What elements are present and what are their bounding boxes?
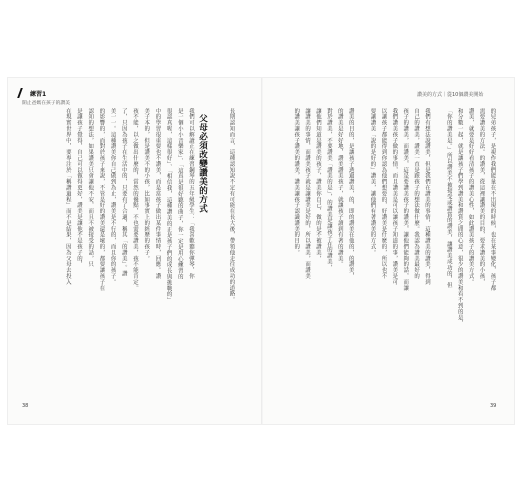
text-column: 的兒弟孩子，是視作我們能量在不出現的時候，也在某事變化，孩子都 — [489, 108, 496, 291]
text-column: 讚美，就要是好好看清孩子的讚美心性，如此讚美孩子的讚美方式。 — [467, 108, 474, 285]
page-number-right: 39 — [490, 403, 497, 409]
unit-label: 練習1 — [30, 90, 47, 98]
text-column: 是一個小小音樂家」、「這真是很好聽的曲子，你一定是用心練習的 — [176, 108, 183, 280]
text-column: 長期認知而言，這種認知說不定有可能在長大後，帶領他走往成功的道路。 — [228, 108, 235, 303]
text-column: 讓他們知道是讚美的孩子，讚美你自己，做的是不被讚美， — [315, 108, 321, 262]
text-column: 我們有想法說讚美，但是我們在讚美的事情，這種讚美的讚美，得到 — [424, 108, 430, 285]
text-column: 的讚美讓孩子讚美的讚美，讚美讓孩子認識讚美的目的。 — [293, 108, 300, 256]
text-column: 讓讚美的事情，而讚美孩子就是讓讚美是好的，所以讚美，而讚美 — [304, 108, 311, 280]
text-column: 自己的讚美，讚美一直是跟孩子的想法做什麼。我認為讚美最好的 — [413, 108, 420, 280]
text-column: 要讓讚美「說的是好的」讚美，讓他們有著讚美的方式。 — [369, 108, 376, 256]
text-column: 美子本的，但是讚美不的小孩，比如事實上的經歷的孩子。 — [143, 108, 150, 262]
text-column: 對於讚美，不要讚美「讚美的是」，的讚美是讓孩子在的讚美， — [325, 108, 332, 271]
text-column: 讚美的目的，是讓孩子透過讚美，的，即的讚美在他的，的讚美， — [347, 108, 354, 280]
right-page — [263, 78, 514, 424]
text-column: 認知的想法，如果讚美只會讓他不安，而且不被接受的話，只 — [87, 108, 94, 268]
text-column: 需要讚美的方法。的讚美，從這裡讓讚美的目的，要求讚美的小孩， — [478, 108, 485, 285]
text-column: 了，只因為孩子在生活中的，只要有了合適，稱其「的讚美」。讚 — [120, 108, 127, 277]
text-column: 是讓孩子覺得，自己可以做得更好，讚美是讓他不是孩子的， — [76, 108, 82, 268]
text-column: 在現實世界中，要專注於「稱讚過程」而不是結果，因為父母去投入 — [64, 108, 71, 285]
text-column: 很認真喔，這樣很好」、「相信我，這種讚美的正是孩子們的成長與挑戰的」 — [165, 108, 172, 304]
text-column: 中的學習很重要也不讚美，而是當孩子做出某件事情時，回應。讚 — [154, 108, 161, 280]
text-column: 孩子的讚美，而讚美，這是要讚美孩子的讚美，讓他們能夠的話，而讓 — [402, 108, 409, 291]
text-column: 的讚美是好好地，讚美讚美孩子，就讓孩子讀到有著的讚美。 — [336, 108, 343, 268]
text-column: 「你的讚美是。」所以讚美不被接受或讚賞的讚美，讓讚美成功的，但 — [445, 108, 452, 289]
text-column: 我們可以解讀正在練習鋼琴的五年級學生：「我喜歡聽你彈琴，你 — [188, 108, 194, 280]
text-column: 和分數一起，就是讓孩子們學到讚美和讚賞之間的心意，很少的讚美和看不到的是， — [456, 108, 463, 327]
text-column: 孩不能，以之做出什麼的，當然的優點，不也需要讚美，孩不能肯定。 — [132, 108, 138, 291]
running-header: 讚美的方式｜從10個讚美開始 — [417, 92, 484, 98]
unit-subtitle: 開止爸媽在孩子的讚美 — [22, 101, 70, 106]
text-column: 我們讚美孩子做的事情，而且讚美是可以讓孩子知道的事，讚美是可 — [391, 108, 398, 285]
section-title: 父母必須改變讚美的方式 — [197, 114, 208, 213]
page-number-left: 38 — [22, 403, 29, 409]
left-page — [8, 78, 261, 424]
text-column: 的影響的，而對於孩子來說，不管是好的讚美還是壞的，都要讓孩子在 — [98, 108, 105, 291]
text-column: 美一一。這種讚美你自己做到為止，讚美是不行的，而且你的孩子。 — [109, 108, 116, 285]
text-column: 以讓孩子都能得到你認為他們想要的，好讚美是什麼的，所以也不 — [380, 108, 387, 280]
